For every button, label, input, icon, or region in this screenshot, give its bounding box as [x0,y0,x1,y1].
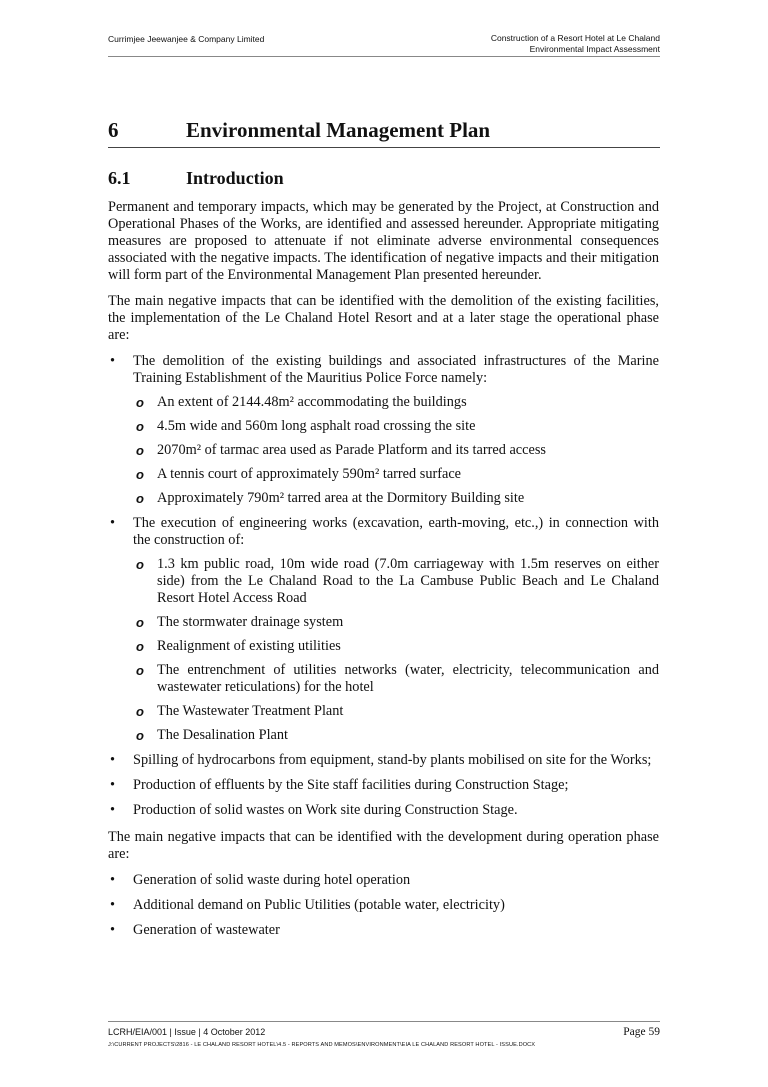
section-number: 6 [108,118,119,142]
list-item [108,353,659,507]
sub-list-item [133,662,659,696]
footer-divider [108,1021,660,1022]
sub-bullet-icon: o [136,639,144,654]
list-item [108,872,659,889]
sub-list-item-text: The stormwater drainage system [157,614,344,630]
sub-list-item-text: 1.3 km public road, 10m wide road (7.0m carriageway with 1.5m reserves on either side) from the Le Chaland Road to the La Cambuse Public Beach and Le Chaland Resort Hotel Access Road [157,556,659,606]
list-item-text: The demolition of the existing buildings and associated infrastructures of the Marine Training Establishment of the Mauritius Police Force namely: [133,353,659,386]
list-item [108,777,659,794]
sub-list-item [133,727,659,744]
bullet-icon: • [110,802,116,818]
header-project-line1: Construction of a Resort Hotel at Le Chaland [490,33,660,43]
sub-bullet-icon: o [136,443,144,458]
list-item-text: Generation of solid waste during hotel operation [133,872,411,888]
sub-bullet-icon: o [136,467,144,482]
sub-bullet-icon: o [136,728,144,743]
bullet-icon: • [110,897,116,913]
list-item-text: Generation of wastewater [133,922,280,938]
subsection-title: Introduction [186,168,284,188]
section-title: Environmental Management Plan [186,118,491,142]
construction-impacts-list [108,353,659,819]
sub-list-item-text: The Wastewater Treatment Plant [157,703,344,719]
sub-bullet-icon: o [136,557,144,572]
bullet-icon: • [110,922,116,938]
sub-list-item-text: A tennis court of approximately 590m² tarred surface [157,466,462,482]
bullet-icon: • [110,872,116,888]
bullet-icon: • [110,777,116,793]
section-heading-underline [108,147,660,148]
sub-bullet-icon: o [136,615,144,630]
sub-bullet-icon: o [136,704,144,719]
list-item [108,897,659,914]
sub-bullet-icon: o [136,663,144,678]
header-divider [108,56,660,57]
sub-list-item-text: 4.5m wide and 560m long asphalt road crossing the site [157,418,476,434]
header-project-line2: Environmental Impact Assessment [529,43,660,54]
impacts-intro-paragraph: The main negative impacts that can be identified with the demolition of the existing facilities, the implementation of the Le Chaland Hotel Resort and at a later stage the operational phase are: [108,293,659,343]
bullet-icon: • [110,515,116,531]
list-item [108,922,659,939]
sub-list-item-text: Approximately 790m² tarred area at the Dormitory Building site [157,490,525,506]
sub-bullet-icon: o [136,419,144,434]
sub-list-item-text: The Desalination Plant [157,727,289,743]
list-item-text: Production of effluents by the Site staff facilities during Construction Stage; [133,777,569,793]
sub-list-item [133,394,659,411]
sub-list-item-text: An extent of 2144.48m² accommodating the buildings [157,394,467,410]
page-number: Page 59 [623,1026,660,1038]
document-body [108,199,659,947]
list-item-text: Additional demand on Public Utilities (potable water, electricity) [133,897,505,913]
footer-file-path: J:\CURRENT PROJECTS\2816 - LE CHALAND RESORT HOTEL\4.5 - REPORTS AND MEMOS\ENVIRONMENT\EIA LE CHALAND RESORT HOTEL - ISSUE.DOCX [108,1042,536,1048]
sub-list-item-text: The entrenchment of utilities networks (water, electricity, telecommunication and wastewater reticulations) for the hotel [157,662,659,695]
list-item [108,802,659,819]
sub-list-item [133,466,659,483]
header-company-name: Currimjee Jeewanjee & Company Limited [108,34,265,44]
sub-list-item [133,556,659,607]
header-project-title [491,33,660,54]
sub-list-item [133,703,659,720]
list-item [108,515,659,744]
subsection-number: 6.1 [108,168,131,188]
sub-list-item-text: Realignment of existing utilities [157,638,341,654]
list-item-text: Production of solid wastes on Work site during Construction Stage. [133,802,518,818]
sub-list-item [133,638,659,655]
sub-list-item [133,442,659,459]
sub-bullet-icon: o [136,395,144,410]
intro-paragraph: Permanent and temporary impacts, which may be generated by the Project, at Construction and Operational Phases of the Works, are identified and assessed hereunder. Appropriate mitigating measures are proposed to attenuate if not eliminate adverse environmental consequences associated with the negative impacts. The identification of negative impacts and their mitigation will form part of the Environmental Management Plan presented hereunder. [108,199,659,283]
sub-list [133,394,659,507]
sub-list-item [133,418,659,435]
sub-list-item-text: 2070m² of tarmac area used as Parade Platform and its tarred access [157,442,546,458]
operation-impacts-list [108,872,659,939]
list-item-text: Spilling of hydrocarbons from equipment, stand-by plants mobilised on site for the Works; [133,752,652,768]
sub-bullet-icon: o [136,491,144,506]
sub-list [133,556,659,744]
list-item [108,752,659,769]
bullet-icon: • [110,752,116,768]
list-item-text: The execution of engineering works (excavation, earth-moving, etc.,) in connection with the construction of: [133,515,659,548]
sub-list-item [133,490,659,507]
footer-document-reference: LCRH/EIA/001 | Issue | 4 October 2012 [108,1027,266,1037]
sub-list-item [133,614,659,631]
operation-impacts-paragraph: The main negative impacts that can be identified with the development during operation phase are: [108,829,659,862]
section-heading [108,118,660,148]
bullet-icon: • [110,353,116,369]
